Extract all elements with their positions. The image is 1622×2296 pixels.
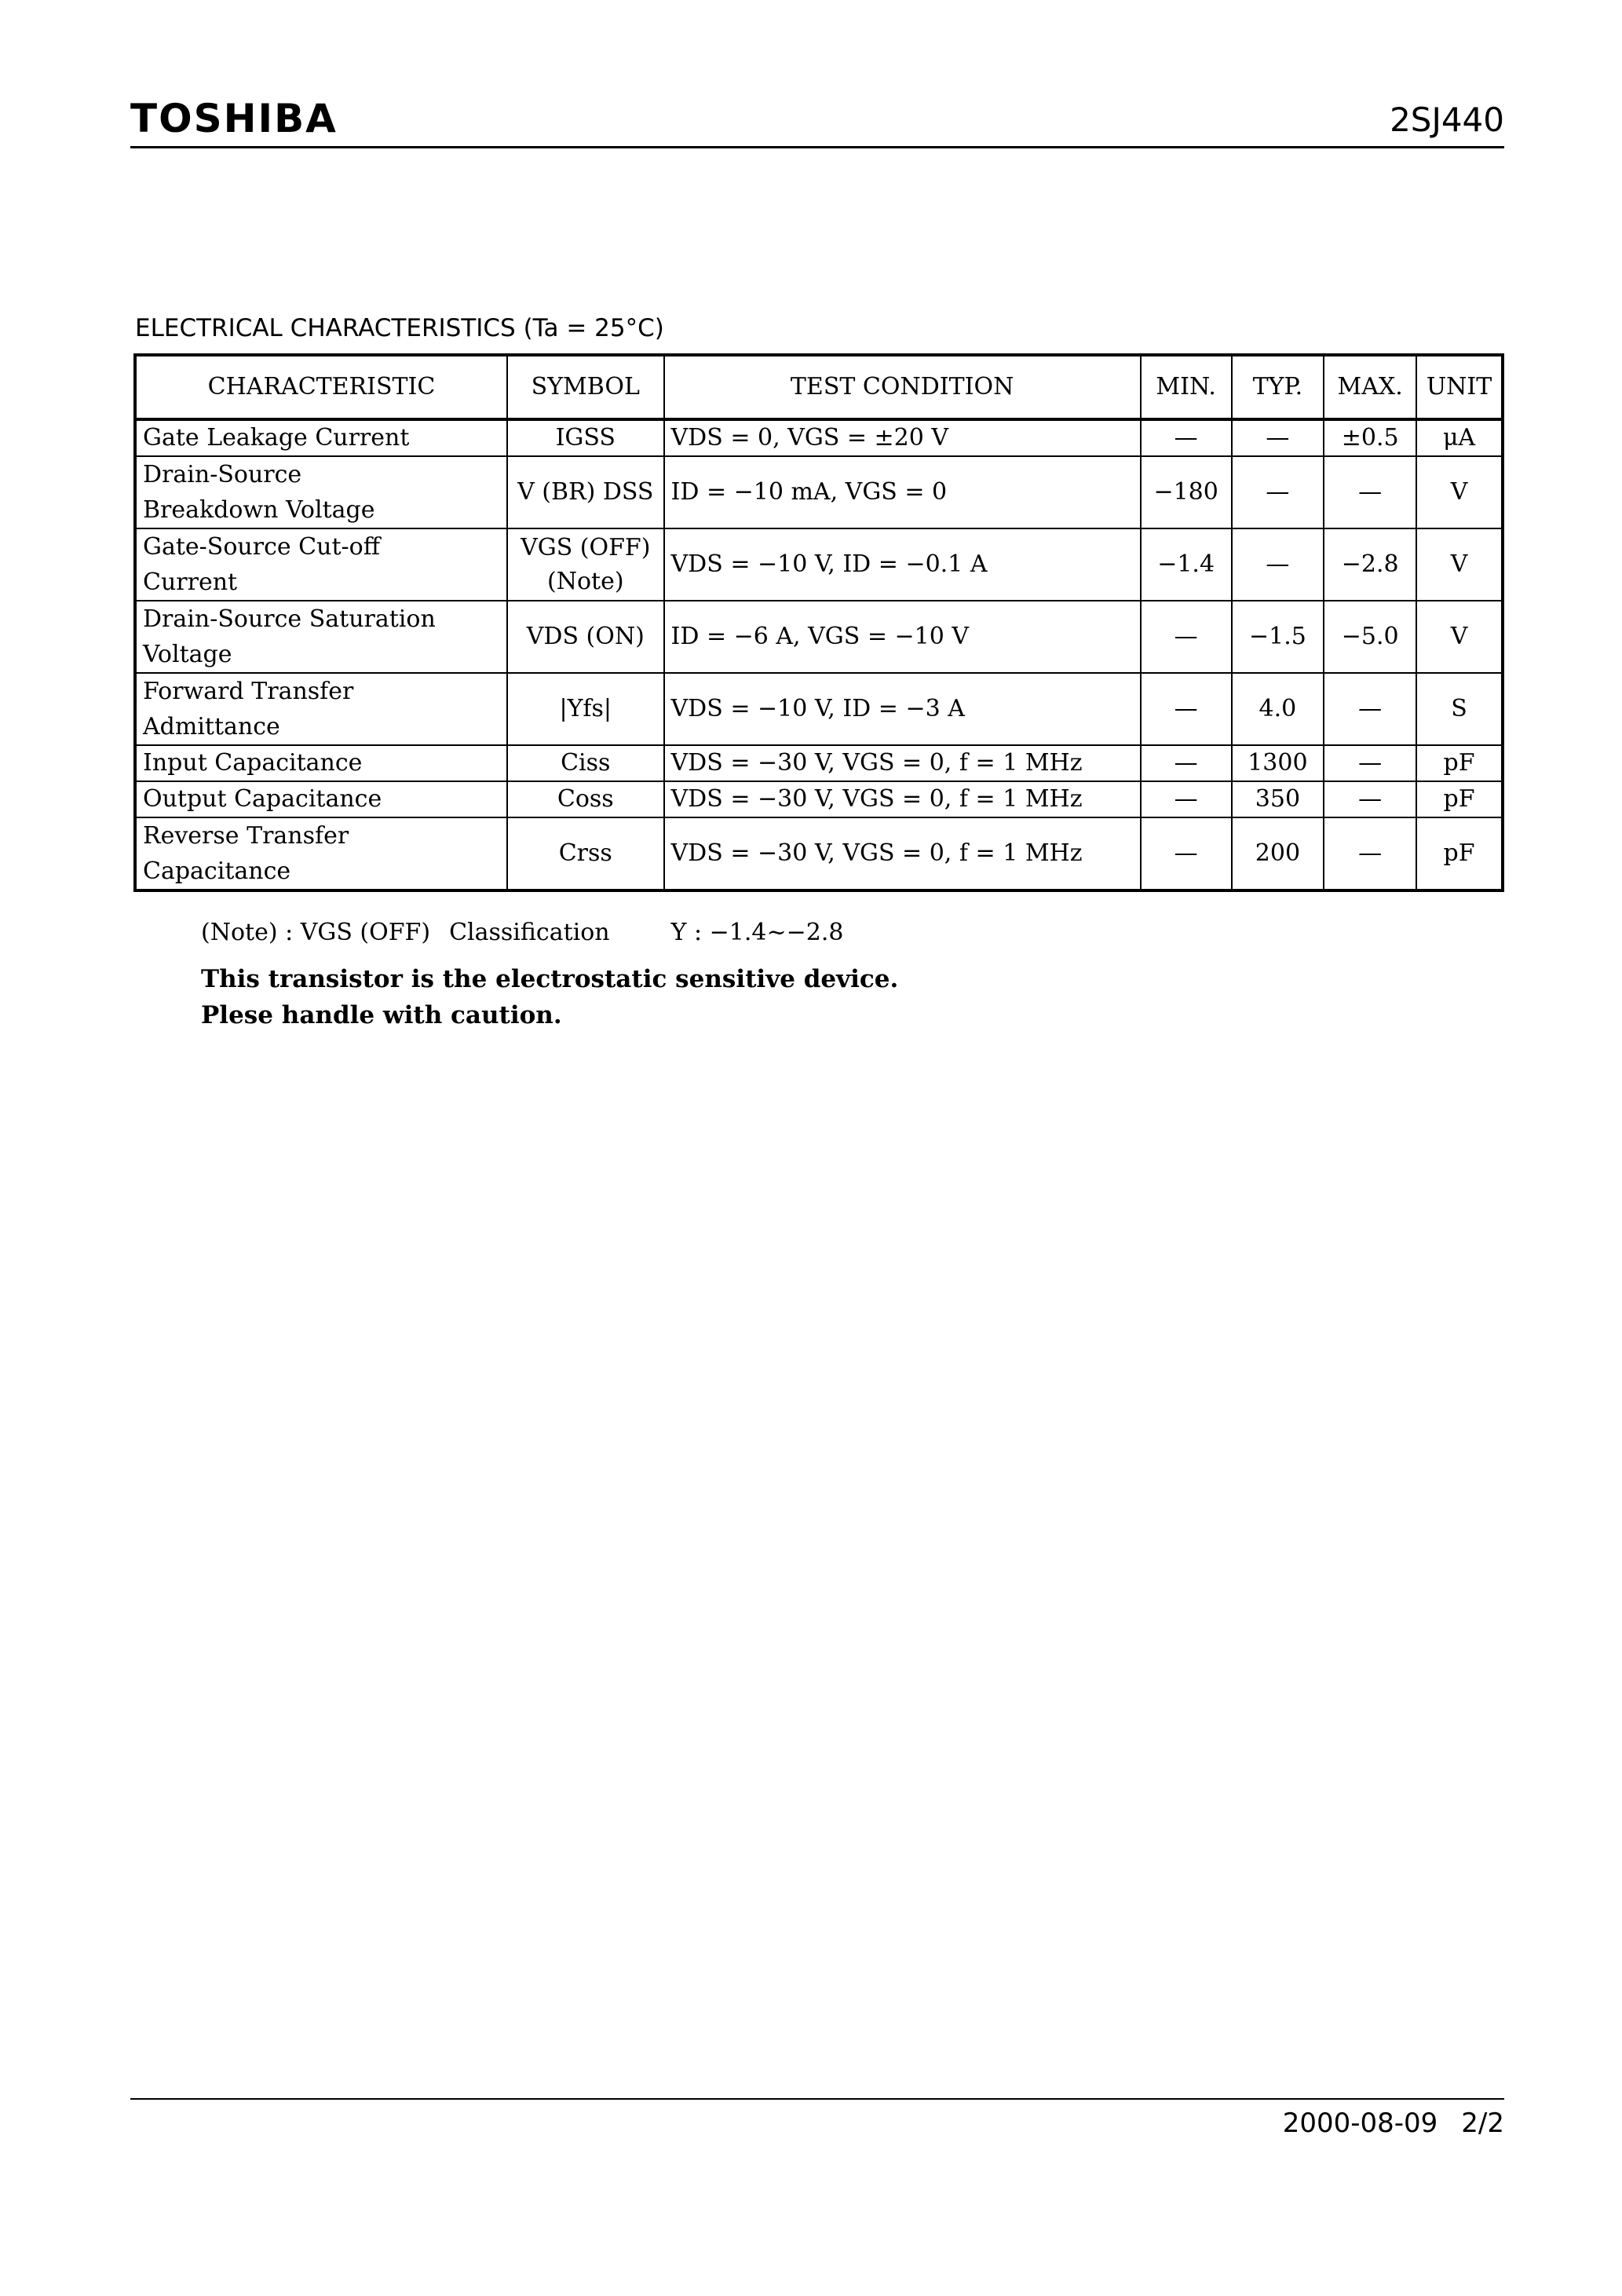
condition-cell: VDS = −30 V, VGS = 0, f = 1 MHz <box>664 745 1141 781</box>
max-cell: −2.8 <box>1324 528 1416 601</box>
page-number: 2/2 <box>1461 2108 1504 2139</box>
table-row <box>135 528 1503 601</box>
condition-cell: ID = −10 mA, VGS = 0 <box>664 456 1141 528</box>
footer-divider <box>130 2098 1504 2100</box>
symbol-cell: Coss <box>507 781 663 817</box>
characteristic-cell: Gate-Source Cut-off Current <box>135 528 507 601</box>
warning-line: Plese handle with caution. <box>201 1001 562 1029</box>
electrical-characteristics-table <box>133 353 1504 892</box>
min-cell: — <box>1141 745 1232 781</box>
min-cell: −180 <box>1141 456 1232 528</box>
column-header: TYP. <box>1232 355 1324 419</box>
condition-cell: VDS = −30 V, VGS = 0, f = 1 MHz <box>664 817 1141 890</box>
table-row <box>135 601 1503 673</box>
note-label: (Note) : VGS (OFF) <box>201 919 431 946</box>
symbol-cell: Ciss <box>507 745 663 781</box>
page-header <box>130 93 1504 148</box>
table-row <box>135 419 1503 456</box>
note-range: Y : −1.4~−2.8 <box>670 919 844 946</box>
condition-cell: VDS = −10 V, ID = −0.1 A <box>664 528 1141 601</box>
max-cell: — <box>1324 456 1416 528</box>
symbol-cell: VGS (OFF) (Note) <box>507 528 663 601</box>
max-cell: ±0.5 <box>1324 419 1416 456</box>
toshiba-logo: TOSHIBA <box>130 96 338 141</box>
unit-cell: pF <box>1416 745 1503 781</box>
condition-cell: VDS = −10 V, ID = −3 A <box>664 673 1141 745</box>
symbol-cell: Crss <box>507 817 663 890</box>
unit-cell: V <box>1416 528 1503 601</box>
column-header: TEST CONDITION <box>664 355 1141 419</box>
characteristic-cell: Drain-Source Saturation Voltage <box>135 601 507 673</box>
symbol-cell: V (BR) DSS <box>507 456 663 528</box>
column-header: MIN. <box>1141 355 1232 419</box>
unit-cell: pF <box>1416 781 1503 817</box>
characteristic-cell: Output Capacitance <box>135 781 507 817</box>
typ-cell: 1300 <box>1232 745 1324 781</box>
min-cell: — <box>1141 601 1232 673</box>
unit-cell: pF <box>1416 817 1503 890</box>
max-cell: — <box>1324 817 1416 890</box>
column-header: CHARACTERISTIC <box>135 355 507 419</box>
typ-cell: — <box>1232 419 1324 456</box>
min-cell: — <box>1141 781 1232 817</box>
table-row <box>135 817 1503 890</box>
characteristic-cell: Reverse Transfer Capacitance <box>135 817 507 890</box>
column-header: MAX. <box>1324 355 1416 419</box>
classification-note <box>201 919 843 946</box>
characteristic-cell: Forward Transfer Admittance <box>135 673 507 745</box>
typ-cell: 200 <box>1232 817 1324 890</box>
min-cell: — <box>1141 419 1232 456</box>
unit-cell: S <box>1416 673 1503 745</box>
esd-warning <box>201 961 898 1033</box>
table-row <box>135 673 1503 745</box>
min-cell: — <box>1141 817 1232 890</box>
characteristic-cell: Gate Leakage Current <box>135 419 507 456</box>
column-header: SYMBOL <box>507 355 663 419</box>
min-cell: −1.4 <box>1141 528 1232 601</box>
unit-cell: μA <box>1416 419 1503 456</box>
typ-cell: — <box>1232 456 1324 528</box>
characteristic-cell: Input Capacitance <box>135 745 507 781</box>
typ-cell: — <box>1232 528 1324 601</box>
max-cell: — <box>1324 781 1416 817</box>
unit-cell: V <box>1416 601 1503 673</box>
section-title: ELECTRICAL CHARACTERISTICS (Ta = 25°C) <box>135 314 664 342</box>
column-header: UNIT <box>1416 355 1503 419</box>
condition-cell: VDS = 0, VGS = ±20 V <box>664 419 1141 456</box>
typ-cell: 350 <box>1232 781 1324 817</box>
table-header-row <box>135 355 1503 419</box>
typ-cell: −1.5 <box>1232 601 1324 673</box>
part-number: 2SJ440 <box>1390 101 1504 139</box>
table-row <box>135 745 1503 781</box>
symbol-cell: VDS (ON) <box>507 601 663 673</box>
characteristic-cell: Drain-Source Breakdown Voltage <box>135 456 507 528</box>
table-row <box>135 456 1503 528</box>
note-classification: Classification <box>449 919 610 946</box>
max-cell: −5.0 <box>1324 601 1416 673</box>
min-cell: — <box>1141 673 1232 745</box>
unit-cell: V <box>1416 456 1503 528</box>
symbol-cell: |Yfs| <box>507 673 663 745</box>
warning-line: This transistor is the electrostatic sensitive device. <box>201 965 899 993</box>
typ-cell: 4.0 <box>1232 673 1324 745</box>
page-footer <box>1283 2108 1504 2139</box>
symbol-cell: IGSS <box>507 419 663 456</box>
table-row <box>135 781 1503 817</box>
footer-date: 2000-08-09 <box>1282 2108 1438 2139</box>
condition-cell: ID = −6 A, VGS = −10 V <box>664 601 1141 673</box>
max-cell: — <box>1324 673 1416 745</box>
condition-cell: VDS = −30 V, VGS = 0, f = 1 MHz <box>664 781 1141 817</box>
max-cell: — <box>1324 745 1416 781</box>
